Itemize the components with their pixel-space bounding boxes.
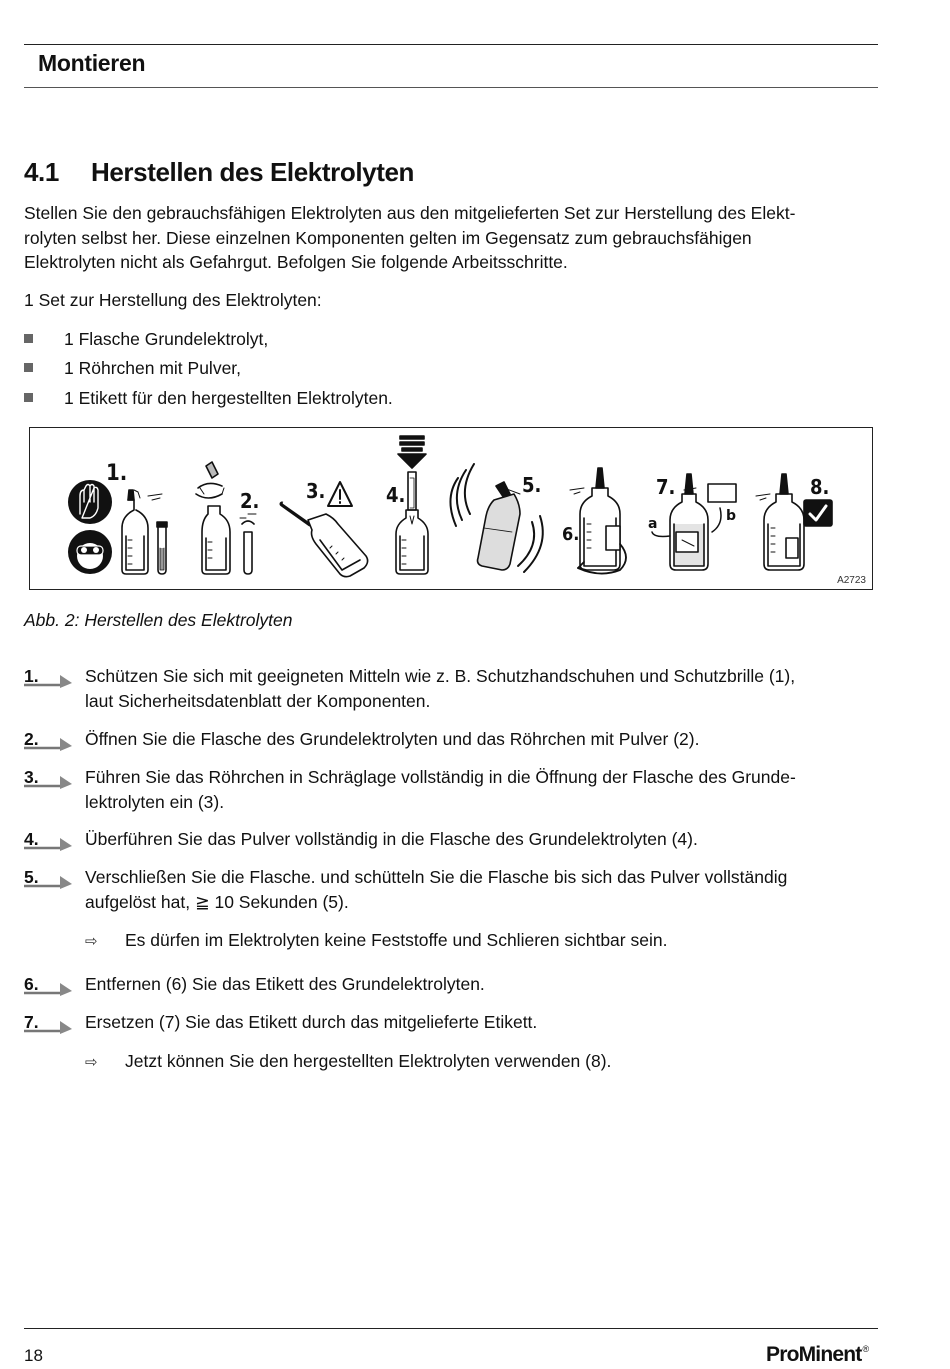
figure-step-label: 3.: [306, 479, 326, 503]
figure-step-label: 1.: [106, 461, 128, 486]
instruction-step: [24, 664, 884, 713]
page-number: 18: [24, 1346, 43, 1365]
set-label: 1 Set zur Herstellung des Elektrolyten:: [24, 290, 322, 310]
footer-rule: [24, 1328, 878, 1329]
step-text: aufgelöst hat, ≧ 10 Sekunden (5).: [85, 891, 349, 912]
bullet-text: 1 Röhrchen mit Pulver,: [64, 358, 242, 378]
prominent-logo: [766, 1343, 868, 1367]
intro-line: rolyten selbst her. Diese einzelnen Komponenten gelten im Gegensatz zum gebrauchsfähigen: [24, 227, 752, 248]
step-arrow-icon: [24, 873, 74, 889]
result-text: Es dürfen im Elektrolyten keine Feststoffe und Schlieren sichtbar sein.: [125, 930, 668, 950]
section-header: Montieren: [38, 50, 146, 76]
figure-step-label: 2.: [240, 489, 260, 513]
step-number: 6.: [24, 974, 39, 994]
result-text: Jetzt können Sie den hergestellten Elektrolyten verwenden (8).: [125, 1051, 612, 1071]
step-text: Schützen Sie sich mit geeigneten Mitteln wie z. B. Schutzhandschuhen und Schutzbrille (1),: [85, 666, 796, 686]
step-number: 5.: [24, 867, 39, 887]
figure-illustration: [30, 428, 872, 589]
bullet-square-icon: [24, 363, 33, 372]
step-text: Ersetzen (7) Sie das Etikett durch das mitgelieferte Etikett.: [85, 1012, 538, 1032]
step-arrow-icon: [24, 835, 74, 851]
bullet-text: 1 Etikett für den hergestellten Elektrolyten.: [64, 388, 393, 408]
header-top-rule: [24, 44, 878, 45]
step-text: Entfernen (6) Sie das Etikett des Grundelektrolyten.: [85, 974, 485, 994]
bullet-square-icon: [24, 334, 33, 343]
step-text: Öffnen Sie die Flasche des Grundelektrolyten und das Röhrchen mit Pulver (2).: [85, 729, 700, 749]
step-arrow-icon: [24, 980, 74, 996]
result-line: [85, 928, 667, 954]
instruction-step: [24, 1010, 884, 1035]
header-bottom-rule: [24, 87, 878, 88]
figure-step-label: 7.: [656, 475, 676, 499]
step-arrow-icon: [24, 1018, 74, 1034]
registered-mark: ®: [862, 1344, 869, 1354]
result-arrow-icon: ⇨: [85, 933, 98, 950]
logo-text: Minent: [798, 1343, 862, 1366]
goggles-icon: [68, 530, 112, 574]
step-text: lektrolyten ein (3).: [85, 791, 225, 812]
step-text: Überführen Sie das Pulver vollständig in die Flasche des Grundelektrolyten (4).: [85, 829, 698, 849]
figure-caption: Abb. 2: Herstellen des Elektrolyten: [24, 610, 293, 630]
step-text: Führen Sie das Röhrchen in Schräglage vollständig in die Öffnung der Flasche des Grunde-: [85, 767, 796, 787]
bullet-text: 1 Flasche Grundelektrolyt,: [64, 329, 269, 349]
figure-sub-label: a: [648, 516, 658, 532]
bullet-item: [24, 386, 393, 410]
instruction-step: [24, 827, 884, 852]
bullet-square-icon: [24, 393, 33, 402]
step-number: 1.: [24, 666, 39, 686]
intro-line: Elektrolyten nicht als Gefahrgut. Befolgen Sie folgende Arbeitsschritte.: [24, 252, 568, 272]
section-heading: [24, 157, 414, 188]
result-arrow-icon: ⇨: [85, 1054, 98, 1071]
result-line: [85, 1049, 611, 1075]
checkmark-icon: [804, 500, 832, 526]
step-text: Verschließen Sie die Flasche. und schütteln Sie die Flasche bis sich das Pulver vollständig: [85, 867, 788, 887]
instruction-step: [24, 972, 884, 997]
step-arrow-icon: [24, 672, 74, 688]
intro-paragraph: [24, 201, 884, 275]
step-text: laut Sicherheitsdatenblatt der Komponenten.: [85, 690, 431, 711]
section-number: 4.1: [24, 157, 59, 187]
section-title: Herstellen des Elektrolyten: [91, 157, 414, 187]
step-number: 4.: [24, 829, 39, 849]
instruction-step: [24, 865, 884, 914]
step-arrow-icon: [24, 735, 74, 751]
figure-electrolyte-steps: [29, 427, 873, 590]
step-number: 7.: [24, 1012, 39, 1032]
step-number: 3.: [24, 767, 39, 787]
figure-step-label: 6.: [562, 524, 580, 545]
step-number: 2.: [24, 729, 39, 749]
bullet-item: [24, 356, 241, 380]
instruction-step: [24, 727, 884, 752]
step-arrow-icon: [24, 773, 74, 789]
figure-sub-label: b: [726, 508, 737, 524]
figure-step-label: 4.: [386, 483, 406, 507]
intro-line: Stellen Sie den gebrauchsfähigen Elektrolyten aus den mitgelieferten Set zur Herstellung des Elekt-: [24, 203, 796, 223]
figure-id: A2723: [837, 575, 866, 586]
figure-step-label: 8.: [810, 475, 830, 499]
gloves-icon: [68, 480, 112, 524]
instruction-step: [24, 765, 884, 814]
bullet-item: [24, 327, 268, 351]
logo-text: Pro: [766, 1343, 799, 1366]
figure-step-label: 5.: [522, 473, 542, 497]
